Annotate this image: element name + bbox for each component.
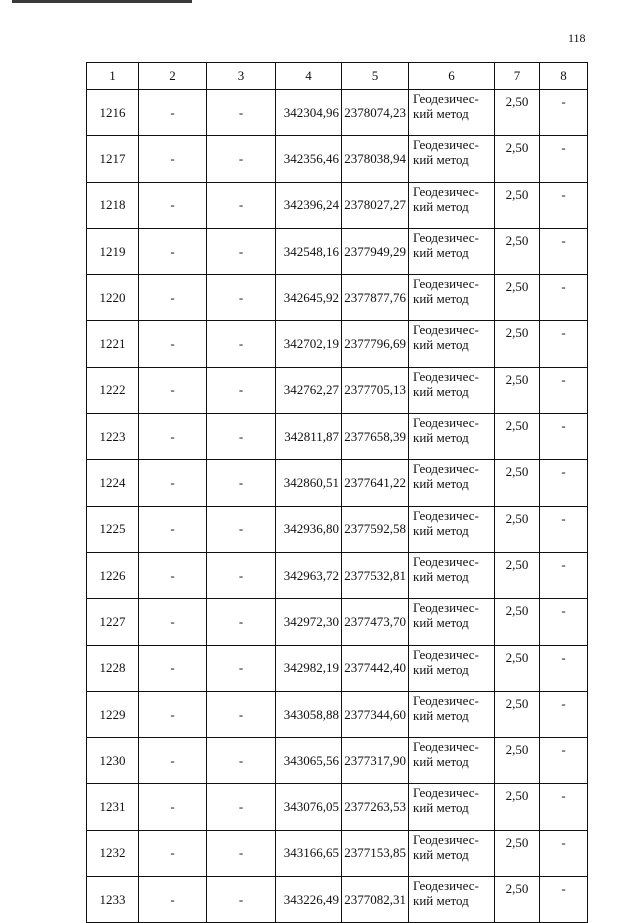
method-cell bbox=[409, 691, 495, 737]
y-coordinate-cell: 2377473,70 bbox=[342, 599, 409, 645]
x-coordinate-cell: 343058,88 bbox=[276, 691, 342, 737]
method-cell bbox=[409, 506, 495, 552]
column-3-cell: - bbox=[207, 275, 276, 321]
x-coordinate-cell: 343065,56 bbox=[276, 738, 342, 784]
method-line-1: Геодезичес- bbox=[413, 878, 479, 894]
method-line-2: кий метод bbox=[413, 383, 469, 399]
method-line-2: кий метод bbox=[413, 198, 469, 214]
column-2-cell: - bbox=[139, 182, 207, 228]
column-8-cell: - bbox=[540, 552, 588, 598]
column-3-cell: - bbox=[207, 830, 276, 876]
method-cell bbox=[409, 552, 495, 598]
method-line-1: Геодезичес- bbox=[413, 692, 479, 708]
y-coordinate-cell: 2377877,76 bbox=[342, 275, 409, 321]
point-number-cell: 1220 bbox=[87, 275, 139, 321]
y-coordinate-cell: 2377705,13 bbox=[342, 367, 409, 413]
point-number-cell: 1230 bbox=[87, 738, 139, 784]
y-coordinate-cell: 2377442,40 bbox=[342, 645, 409, 691]
column-3-cell: - bbox=[207, 136, 276, 182]
x-coordinate-cell: 342963,72 bbox=[276, 552, 342, 598]
page-number: 118 bbox=[568, 31, 586, 45]
accuracy-cell: 2,50 bbox=[495, 414, 540, 460]
table-row bbox=[87, 877, 588, 923]
method-line-2: кий метод bbox=[413, 337, 469, 353]
method-line-2: кий метод bbox=[413, 106, 469, 121]
table-row bbox=[87, 275, 588, 321]
y-coordinate-cell: 2378027,27 bbox=[342, 182, 409, 228]
method-line-2: кий метод bbox=[413, 291, 469, 307]
column-header: 7 bbox=[495, 63, 540, 90]
method-cell bbox=[409, 877, 495, 923]
y-coordinate-cell: 2377317,90 bbox=[342, 738, 409, 784]
x-coordinate-cell: 342972,30 bbox=[276, 599, 342, 645]
column-8-cell: - bbox=[540, 784, 588, 830]
column-2-cell: - bbox=[139, 645, 207, 691]
column-3-cell: - bbox=[207, 691, 276, 737]
column-8-cell: - bbox=[540, 275, 588, 321]
column-3-cell: - bbox=[207, 228, 276, 274]
column-2-cell: - bbox=[139, 414, 207, 460]
column-3-cell: - bbox=[207, 552, 276, 598]
method-line-1: Геодезичес- bbox=[413, 276, 479, 292]
column-header: 6 bbox=[409, 63, 495, 90]
column-8-cell: - bbox=[540, 506, 588, 552]
point-number-cell: 1223 bbox=[87, 414, 139, 460]
x-coordinate-cell: 342304,96 bbox=[276, 90, 342, 136]
table-row bbox=[87, 599, 588, 645]
point-number-cell: 1225 bbox=[87, 506, 139, 552]
table-row bbox=[87, 738, 588, 784]
method-cell bbox=[409, 228, 495, 274]
column-8-cell: - bbox=[540, 738, 588, 784]
accuracy-cell: 2,50 bbox=[495, 738, 540, 784]
column-2-cell: - bbox=[139, 784, 207, 830]
point-number-cell: 1226 bbox=[87, 552, 139, 598]
y-coordinate-cell: 2377082,31 bbox=[342, 877, 409, 923]
method-cell bbox=[409, 321, 495, 367]
column-2-cell: - bbox=[139, 830, 207, 876]
table-row bbox=[87, 460, 588, 506]
x-coordinate-cell: 343226,49 bbox=[276, 877, 342, 923]
table-row bbox=[87, 182, 588, 228]
method-cell bbox=[409, 367, 495, 413]
column-header: 2 bbox=[139, 63, 207, 90]
accuracy-cell: 2,50 bbox=[495, 691, 540, 737]
method-line-2: кий метод bbox=[413, 522, 469, 538]
y-coordinate-cell: 2377658,39 bbox=[342, 414, 409, 460]
point-number-cell: 1216 bbox=[87, 90, 139, 136]
y-coordinate-cell: 2377153,85 bbox=[342, 830, 409, 876]
point-number-cell: 1228 bbox=[87, 645, 139, 691]
y-coordinate-cell: 2377949,29 bbox=[342, 228, 409, 274]
accuracy-cell: 2,50 bbox=[495, 182, 540, 228]
method-line-1: Геодезичес- bbox=[413, 368, 479, 384]
coordinates-table bbox=[86, 62, 588, 923]
accuracy-cell: 2,50 bbox=[495, 228, 540, 274]
method-line-1: Геодезичес- bbox=[413, 507, 479, 523]
y-coordinate-cell: 2378074,23 bbox=[342, 90, 409, 136]
y-coordinate-cell: 2377641,22 bbox=[342, 460, 409, 506]
table-body bbox=[87, 90, 588, 923]
column-8-cell: - bbox=[540, 691, 588, 737]
accuracy-cell: 2,50 bbox=[495, 599, 540, 645]
accuracy-cell: 2,50 bbox=[495, 90, 540, 136]
column-8-cell: - bbox=[540, 645, 588, 691]
method-line-1: Геодезичес- bbox=[413, 785, 479, 801]
table-row bbox=[87, 414, 588, 460]
column-header: 1 bbox=[87, 63, 139, 90]
column-3-cell: - bbox=[207, 90, 276, 136]
accuracy-cell: 2,50 bbox=[495, 784, 540, 830]
point-number-cell: 1231 bbox=[87, 784, 139, 830]
y-coordinate-cell: 2377796,69 bbox=[342, 321, 409, 367]
column-3-cell: - bbox=[207, 784, 276, 830]
column-2-cell: - bbox=[139, 691, 207, 737]
x-coordinate-cell: 342936,80 bbox=[276, 506, 342, 552]
column-8-cell: - bbox=[540, 136, 588, 182]
column-8-cell: - bbox=[540, 877, 588, 923]
table-row bbox=[87, 552, 588, 598]
accuracy-cell: 2,50 bbox=[495, 877, 540, 923]
column-8-cell: - bbox=[540, 460, 588, 506]
column-2-cell: - bbox=[139, 877, 207, 923]
point-number-cell: 1219 bbox=[87, 228, 139, 274]
x-coordinate-cell: 343166,65 bbox=[276, 830, 342, 876]
method-line-1: Геодезичес- bbox=[413, 229, 479, 245]
column-8-cell: - bbox=[540, 90, 588, 136]
y-coordinate-cell: 2377592,58 bbox=[342, 506, 409, 552]
method-line-2: кий метод bbox=[413, 707, 469, 723]
column-3-cell: - bbox=[207, 321, 276, 367]
column-2-cell: - bbox=[139, 90, 207, 136]
column-2-cell: - bbox=[139, 136, 207, 182]
point-number-cell: 1227 bbox=[87, 599, 139, 645]
method-line-2: кий метод bbox=[413, 754, 469, 770]
method-line-1: Геодезичес- bbox=[413, 646, 479, 662]
method-cell bbox=[409, 784, 495, 830]
point-number-cell: 1217 bbox=[87, 136, 139, 182]
method-cell bbox=[409, 182, 495, 228]
x-coordinate-cell: 343076,05 bbox=[276, 784, 342, 830]
method-cell bbox=[409, 136, 495, 182]
point-number-cell: 1229 bbox=[87, 691, 139, 737]
method-line-1: Геодезичес- bbox=[413, 553, 479, 569]
column-3-cell: - bbox=[207, 877, 276, 923]
method-line-1: Геодезичес- bbox=[413, 183, 479, 199]
method-cell bbox=[409, 460, 495, 506]
y-coordinate-cell: 2377344,60 bbox=[342, 691, 409, 737]
column-header: 5 bbox=[342, 63, 409, 90]
point-number-cell: 1221 bbox=[87, 321, 139, 367]
table-row bbox=[87, 136, 588, 182]
point-number-cell: 1222 bbox=[87, 367, 139, 413]
column-8-cell: - bbox=[540, 599, 588, 645]
accuracy-cell: 2,50 bbox=[495, 136, 540, 182]
method-line-2: кий метод bbox=[413, 152, 469, 168]
method-line-2: кий метод bbox=[413, 661, 469, 677]
method-line-2: кий метод bbox=[413, 476, 469, 492]
column-8-cell: - bbox=[540, 321, 588, 367]
x-coordinate-cell: 342702,19 bbox=[276, 321, 342, 367]
accuracy-cell: 2,50 bbox=[495, 321, 540, 367]
column-3-cell: - bbox=[207, 738, 276, 784]
accuracy-cell: 2,50 bbox=[495, 506, 540, 552]
column-2-cell: - bbox=[139, 506, 207, 552]
table-row bbox=[87, 506, 588, 552]
method-line-1: Геодезичес- bbox=[413, 322, 479, 338]
column-2-cell: - bbox=[139, 599, 207, 645]
accuracy-cell: 2,50 bbox=[495, 645, 540, 691]
accuracy-cell: 2,50 bbox=[495, 275, 540, 321]
x-coordinate-cell: 342982,19 bbox=[276, 645, 342, 691]
table-row bbox=[87, 830, 588, 876]
x-coordinate-cell: 342811,87 bbox=[276, 414, 342, 460]
method-line-1: Геодезичес- bbox=[413, 600, 479, 616]
method-cell bbox=[409, 645, 495, 691]
method-line-2: кий метод bbox=[413, 244, 469, 260]
column-8-cell: - bbox=[540, 830, 588, 876]
column-2-cell: - bbox=[139, 460, 207, 506]
accuracy-cell: 2,50 bbox=[495, 830, 540, 876]
point-number-cell: 1232 bbox=[87, 830, 139, 876]
column-8-cell: - bbox=[540, 367, 588, 413]
column-2-cell: - bbox=[139, 321, 207, 367]
method-cell bbox=[409, 275, 495, 321]
x-coordinate-cell: 342356,46 bbox=[276, 136, 342, 182]
column-3-cell: - bbox=[207, 182, 276, 228]
method-line-2: кий метод bbox=[413, 430, 469, 446]
table-row bbox=[87, 321, 588, 367]
method-line-2: кий метод bbox=[413, 568, 469, 584]
method-line-2: кий метод bbox=[413, 846, 469, 862]
accuracy-cell: 2,50 bbox=[495, 367, 540, 413]
column-3-cell: - bbox=[207, 460, 276, 506]
method-line-2: кий метод bbox=[413, 893, 469, 909]
column-2-cell: - bbox=[139, 228, 207, 274]
accuracy-cell: 2,50 bbox=[495, 460, 540, 506]
table-row bbox=[87, 90, 588, 136]
table-row bbox=[87, 784, 588, 830]
column-3-cell: - bbox=[207, 506, 276, 552]
x-coordinate-cell: 342548,16 bbox=[276, 228, 342, 274]
y-coordinate-cell: 2377263,53 bbox=[342, 784, 409, 830]
column-8-cell: - bbox=[540, 228, 588, 274]
method-cell bbox=[409, 90, 495, 136]
method-line-1: Геодезичес- bbox=[413, 415, 479, 431]
column-2-cell: - bbox=[139, 275, 207, 321]
table-row bbox=[87, 228, 588, 274]
accuracy-cell: 2,50 bbox=[495, 552, 540, 598]
column-8-cell: - bbox=[540, 182, 588, 228]
column-2-cell: - bbox=[139, 367, 207, 413]
method-line-2: кий метод bbox=[413, 800, 469, 816]
table-row bbox=[87, 367, 588, 413]
table-row bbox=[87, 645, 588, 691]
method-line-1: Геодезичес- bbox=[413, 461, 479, 477]
x-coordinate-cell: 342396,24 bbox=[276, 182, 342, 228]
y-coordinate-cell: 2378038,94 bbox=[342, 136, 409, 182]
column-3-cell: - bbox=[207, 645, 276, 691]
method-line-1: Геодезичес- bbox=[413, 91, 479, 106]
y-coordinate-cell: 2377532,81 bbox=[342, 552, 409, 598]
x-coordinate-cell: 342645,92 bbox=[276, 275, 342, 321]
method-line-1: Геодезичес- bbox=[413, 831, 479, 847]
point-number-cell: 1233 bbox=[87, 877, 139, 923]
column-2-cell: - bbox=[139, 552, 207, 598]
table-row bbox=[87, 691, 588, 737]
method-line-1: Геодезичес- bbox=[413, 137, 479, 153]
column-8-cell: - bbox=[540, 414, 588, 460]
method-cell bbox=[409, 830, 495, 876]
column-header: 8 bbox=[540, 63, 588, 90]
column-3-cell: - bbox=[207, 414, 276, 460]
column-2-cell: - bbox=[139, 738, 207, 784]
column-header: 3 bbox=[207, 63, 276, 90]
scan-edge-mark bbox=[12, 0, 192, 3]
table-header-row bbox=[87, 63, 588, 90]
point-number-cell: 1218 bbox=[87, 182, 139, 228]
column-3-cell: - bbox=[207, 367, 276, 413]
column-3-cell: - bbox=[207, 599, 276, 645]
method-cell bbox=[409, 599, 495, 645]
column-header: 4 bbox=[276, 63, 342, 90]
method-cell bbox=[409, 414, 495, 460]
point-number-cell: 1224 bbox=[87, 460, 139, 506]
x-coordinate-cell: 342762,27 bbox=[276, 367, 342, 413]
x-coordinate-cell: 342860,51 bbox=[276, 460, 342, 506]
method-cell bbox=[409, 738, 495, 784]
method-line-1: Геодезичес- bbox=[413, 739, 479, 755]
method-line-2: кий метод bbox=[413, 615, 469, 631]
